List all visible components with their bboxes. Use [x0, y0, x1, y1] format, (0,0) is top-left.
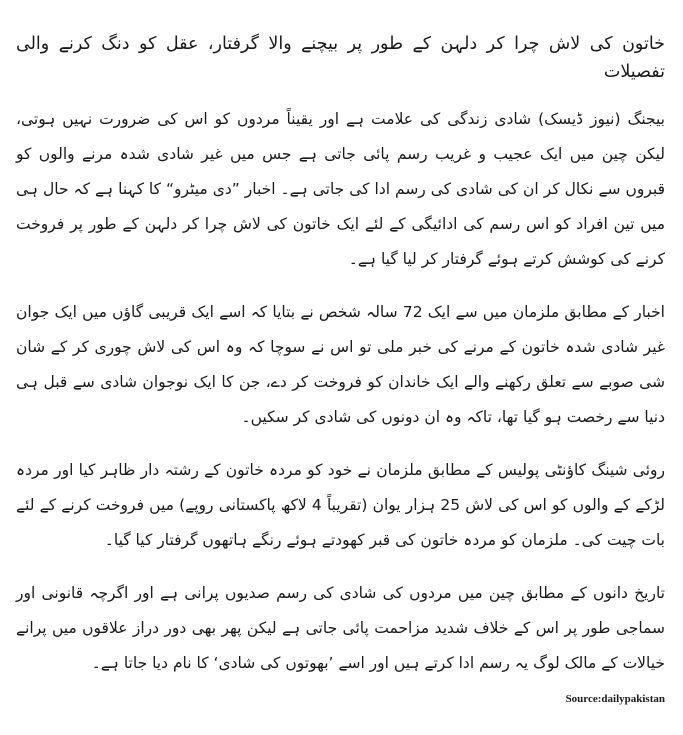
- article-paragraph-4: تاریخ دانوں کے مطابق چین میں مردوں کی شادی کی رسم صدیوں پرانی ہے اور اگرچہ قانونی اور سماجی طور پر اس کے خلاف شدید مزاحمت پائی جاتی ہے لیکن پھر بھی دور دراز علاقوں میں پرانے خیالات کے مالک لوگ یہ رسم ادا کرتے ہیں اور اسے ’بھوتوں کی شادی‘ کا نام دیا جاتا ہے۔: [16, 584, 665, 672]
- article-paragraph-1: بیجنگ (نیوز ڈیسک) شادی زندگی کی علامت ہے اور یقیناً مردوں کو اس کی ضرورت نہیں ہوتی، لیکن چین میں ایک عجیب و غریب رسم پائی جاتی ہے جس میں غیر شادی شدہ مرنے والوں کو قبروں سے نکال کر ان کی شادی کی رسم ادا کی جاتی ہے۔ اخبار ”دی میٹرو“ کا کہنا ہے کہ حال ہی میں تین افراد کو اس رسم کی ادائیگی کے لئے ایک خاتون کی لاش چرا کر دلہن کے طور پر فروخت کرنے کی کوشش کرتے ہوئے گرفتار کر لیا گیا ہے۔: [16, 110, 665, 268]
- news-article: [16, 0, 665, 699]
- article-paragraph-3: روئی شینگ کاؤنٹی پولیس کے مطابق ملزمان نے خود کو مردہ خاتون کے رشتہ دار ظاہر کیا اور مردہ لڑکے کے والوں کو اس کی لاش 25 ہزار یوان (تقریباً 4 لاکھ پاکستانی روپے) میں فروخت کرنے کے لئے بات چیت کی۔ ملزمان کو مردہ خاتون کی قبر کھودتے ہوئے رنگے ہاتھوں گرفتار کیا گیا۔: [16, 461, 665, 549]
- source-credit: Source:dailypakistan: [565, 693, 665, 705]
- article-headline: خاتون کی لاش چرا کر دلہن کے طور پر بیچنے والا گرفتار، عقل کو دنگ کرنے والی تفصیلات: [16, 34, 665, 82]
- article-paragraph-2: اخبار کے مطابق ملزمان میں سے ایک 72 سالہ شخص نے بتایا کہ اسے ایک قریبی گاؤں میں ایک جوان غیر شادی شدہ خاتون کے مرنے کی خبر ملی تو اس نے سوچا کہ وہ اس کی لاش چوری کر کے شان شی صوبے سے تعلق رکھنے والے ایک خاندان کو فروخت کر دے، جن کا ایک نوجوان شادی سے قبل ہی دنیا سے رخصت ہو گیا تھا، تاکہ وہ ان دونوں کی شادی کر سکیں۔: [16, 303, 665, 426]
